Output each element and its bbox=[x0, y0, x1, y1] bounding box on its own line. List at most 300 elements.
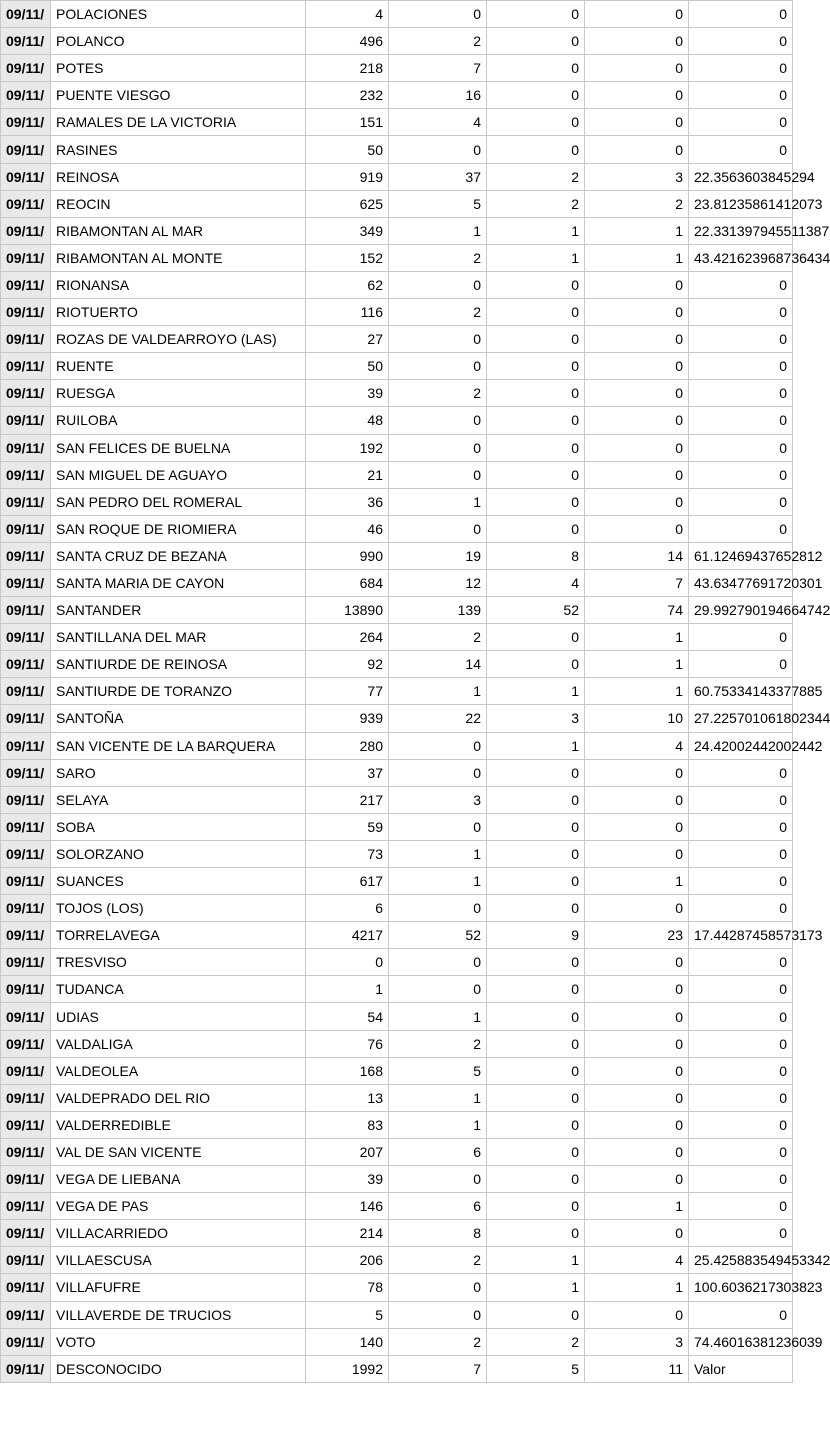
date-cell[interactable]: 09/11/ bbox=[1, 1084, 51, 1111]
municipality-cell[interactable]: PUENTE VIESGO bbox=[51, 82, 306, 109]
municipality-cell[interactable]: VILLAESCUSA bbox=[51, 1247, 306, 1274]
value-cell-1[interactable]: 140 bbox=[306, 1328, 389, 1355]
value-cell-1[interactable]: 218 bbox=[306, 55, 389, 82]
value-cell-1[interactable]: 59 bbox=[306, 813, 389, 840]
date-cell[interactable]: 09/11/ bbox=[1, 299, 51, 326]
value-cell-1[interactable]: 48 bbox=[306, 407, 389, 434]
value-cell-3[interactable]: 0 bbox=[487, 109, 585, 136]
value-cell-2[interactable]: 2 bbox=[389, 1247, 487, 1274]
value-cell-3[interactable]: 0 bbox=[487, 1, 585, 28]
value-cell-3[interactable]: 0 bbox=[487, 1138, 585, 1165]
municipality-cell[interactable]: VILLAFUFRE bbox=[51, 1274, 306, 1301]
date-cell[interactable]: 09/11/ bbox=[1, 1166, 51, 1193]
value-cell-1[interactable]: 168 bbox=[306, 1057, 389, 1084]
date-cell[interactable]: 09/11/ bbox=[1, 542, 51, 569]
value-cell-2[interactable]: 0 bbox=[389, 813, 487, 840]
rate-cell[interactable]: 0 bbox=[689, 1030, 793, 1057]
date-cell[interactable]: 09/11/ bbox=[1, 488, 51, 515]
value-cell-1[interactable]: 77 bbox=[306, 678, 389, 705]
value-cell-4[interactable]: 0 bbox=[585, 271, 689, 298]
municipality-cell[interactable]: POTES bbox=[51, 55, 306, 82]
municipality-cell[interactable]: SUANCES bbox=[51, 868, 306, 895]
rate-cell[interactable]: 23.81235861412073 bbox=[689, 190, 793, 217]
value-cell-4[interactable]: 0 bbox=[585, 840, 689, 867]
value-cell-4[interactable]: 0 bbox=[585, 1166, 689, 1193]
value-cell-2[interactable]: 1 bbox=[389, 678, 487, 705]
value-cell-4[interactable]: 0 bbox=[585, 1030, 689, 1057]
value-cell-3[interactable]: 1 bbox=[487, 678, 585, 705]
date-cell[interactable]: 09/11/ bbox=[1, 1111, 51, 1138]
rate-cell[interactable]: 25.425883549453342 bbox=[689, 1247, 793, 1274]
municipality-cell[interactable]: VEGA DE PAS bbox=[51, 1193, 306, 1220]
value-cell-4[interactable]: 0 bbox=[585, 82, 689, 109]
date-cell[interactable]: 09/11/ bbox=[1, 1301, 51, 1328]
date-cell[interactable]: 09/11/ bbox=[1, 407, 51, 434]
municipality-cell[interactable]: SELAYA bbox=[51, 786, 306, 813]
value-cell-4[interactable]: 4 bbox=[585, 732, 689, 759]
value-cell-3[interactable]: 9 bbox=[487, 922, 585, 949]
value-cell-4[interactable]: 0 bbox=[585, 1111, 689, 1138]
date-cell[interactable]: 09/11/ bbox=[1, 868, 51, 895]
value-cell-2[interactable]: 37 bbox=[389, 163, 487, 190]
value-cell-2[interactable]: 0 bbox=[389, 461, 487, 488]
rate-cell[interactable]: 0 bbox=[689, 271, 793, 298]
value-cell-1[interactable]: 13890 bbox=[306, 597, 389, 624]
value-cell-4[interactable]: 3 bbox=[585, 1328, 689, 1355]
value-cell-4[interactable]: 1 bbox=[585, 244, 689, 271]
value-cell-3[interactable]: 0 bbox=[487, 1193, 585, 1220]
rate-cell[interactable]: 0 bbox=[689, 326, 793, 353]
rate-cell[interactable]: 0 bbox=[689, 624, 793, 651]
value-cell-1[interactable]: 206 bbox=[306, 1247, 389, 1274]
date-cell[interactable]: 09/11/ bbox=[1, 190, 51, 217]
municipality-cell[interactable]: TRESVISO bbox=[51, 949, 306, 976]
value-cell-2[interactable]: 5 bbox=[389, 1057, 487, 1084]
rate-cell[interactable]: 0 bbox=[689, 786, 793, 813]
value-cell-4[interactable]: 1 bbox=[585, 1193, 689, 1220]
value-cell-1[interactable]: 21 bbox=[306, 461, 389, 488]
municipality-cell[interactable]: SAN VICENTE DE LA BARQUERA bbox=[51, 732, 306, 759]
value-cell-1[interactable]: 78 bbox=[306, 1274, 389, 1301]
value-cell-2[interactable]: 52 bbox=[389, 922, 487, 949]
value-cell-2[interactable]: 0 bbox=[389, 434, 487, 461]
municipality-cell[interactable]: RUESGA bbox=[51, 380, 306, 407]
municipality-cell[interactable]: VALDEOLEA bbox=[51, 1057, 306, 1084]
rate-cell[interactable]: 0 bbox=[689, 759, 793, 786]
rate-cell[interactable]: 0 bbox=[689, 136, 793, 163]
value-cell-2[interactable]: 0 bbox=[389, 895, 487, 922]
value-cell-2[interactable]: 4 bbox=[389, 109, 487, 136]
rate-cell[interactable]: 29.992790194664742 bbox=[689, 597, 793, 624]
rate-cell[interactable]: 61.12469437652812 bbox=[689, 542, 793, 569]
date-cell[interactable]: 09/11/ bbox=[1, 217, 51, 244]
rate-cell[interactable]: 0 bbox=[689, 1003, 793, 1030]
date-cell[interactable]: 09/11/ bbox=[1, 271, 51, 298]
value-cell-1[interactable]: 5 bbox=[306, 1301, 389, 1328]
rate-cell[interactable]: 0 bbox=[689, 1, 793, 28]
value-cell-1[interactable]: 92 bbox=[306, 651, 389, 678]
value-cell-2[interactable]: 1 bbox=[389, 217, 487, 244]
value-cell-3[interactable]: 5 bbox=[487, 1355, 585, 1382]
value-cell-4[interactable]: 0 bbox=[585, 759, 689, 786]
value-cell-4[interactable]: 0 bbox=[585, 813, 689, 840]
value-cell-2[interactable]: 0 bbox=[389, 136, 487, 163]
value-cell-1[interactable]: 617 bbox=[306, 868, 389, 895]
value-cell-3[interactable]: 0 bbox=[487, 813, 585, 840]
value-cell-2[interactable]: 14 bbox=[389, 651, 487, 678]
value-cell-2[interactable]: 2 bbox=[389, 1328, 487, 1355]
value-cell-1[interactable]: 37 bbox=[306, 759, 389, 786]
value-cell-3[interactable]: 1 bbox=[487, 244, 585, 271]
date-cell[interactable]: 09/11/ bbox=[1, 1138, 51, 1165]
date-cell[interactable]: 09/11/ bbox=[1, 434, 51, 461]
value-cell-1[interactable]: 46 bbox=[306, 515, 389, 542]
municipality-cell[interactable]: REINOSA bbox=[51, 163, 306, 190]
date-cell[interactable]: 09/11/ bbox=[1, 732, 51, 759]
value-cell-4[interactable]: 0 bbox=[585, 515, 689, 542]
value-cell-4[interactable]: 1 bbox=[585, 868, 689, 895]
value-cell-2[interactable]: 2 bbox=[389, 244, 487, 271]
value-cell-4[interactable]: 0 bbox=[585, 299, 689, 326]
municipality-cell[interactable]: SAN FELICES DE BUELNA bbox=[51, 434, 306, 461]
municipality-cell[interactable]: RUILOBA bbox=[51, 407, 306, 434]
value-cell-4[interactable]: 1 bbox=[585, 651, 689, 678]
rate-cell[interactable]: 0 bbox=[689, 651, 793, 678]
value-cell-3[interactable]: 0 bbox=[487, 1111, 585, 1138]
value-cell-2[interactable]: 139 bbox=[389, 597, 487, 624]
date-cell[interactable]: 09/11/ bbox=[1, 1355, 51, 1382]
value-cell-1[interactable]: 62 bbox=[306, 271, 389, 298]
value-cell-2[interactable]: 0 bbox=[389, 732, 487, 759]
date-cell[interactable]: 09/11/ bbox=[1, 840, 51, 867]
value-cell-2[interactable]: 16 bbox=[389, 82, 487, 109]
date-cell[interactable]: 09/11/ bbox=[1, 55, 51, 82]
value-cell-1[interactable]: 684 bbox=[306, 569, 389, 596]
municipality-cell[interactable]: TOJOS (LOS) bbox=[51, 895, 306, 922]
value-cell-3[interactable]: 0 bbox=[487, 380, 585, 407]
rate-cell[interactable]: 0 bbox=[689, 407, 793, 434]
value-cell-4[interactable]: 0 bbox=[585, 136, 689, 163]
rate-cell[interactable]: 0 bbox=[689, 434, 793, 461]
date-cell[interactable]: 09/11/ bbox=[1, 569, 51, 596]
municipality-cell[interactable]: UDIAS bbox=[51, 1003, 306, 1030]
value-cell-1[interactable]: 4217 bbox=[306, 922, 389, 949]
value-cell-3[interactable]: 0 bbox=[487, 1084, 585, 1111]
value-cell-4[interactable]: 0 bbox=[585, 895, 689, 922]
municipality-cell[interactable]: POLANCO bbox=[51, 28, 306, 55]
rate-cell[interactable]: 0 bbox=[689, 28, 793, 55]
municipality-cell[interactable]: RAMALES DE LA VICTORIA bbox=[51, 109, 306, 136]
value-cell-1[interactable]: 0 bbox=[306, 949, 389, 976]
value-cell-2[interactable]: 1 bbox=[389, 1084, 487, 1111]
value-cell-1[interactable]: 76 bbox=[306, 1030, 389, 1057]
value-cell-3[interactable]: 0 bbox=[487, 1220, 585, 1247]
date-cell[interactable]: 09/11/ bbox=[1, 786, 51, 813]
date-cell[interactable]: 09/11/ bbox=[1, 28, 51, 55]
value-cell-1[interactable]: 192 bbox=[306, 434, 389, 461]
value-cell-3[interactable]: 4 bbox=[487, 569, 585, 596]
value-cell-4[interactable]: 1 bbox=[585, 217, 689, 244]
value-cell-2[interactable]: 0 bbox=[389, 1, 487, 28]
date-cell[interactable]: 09/11/ bbox=[1, 136, 51, 163]
value-cell-2[interactable]: 1 bbox=[389, 840, 487, 867]
value-cell-4[interactable]: 0 bbox=[585, 380, 689, 407]
value-cell-1[interactable]: 349 bbox=[306, 217, 389, 244]
rate-cell[interactable]: 24.42002442002442 bbox=[689, 732, 793, 759]
rate-cell[interactable]: 0 bbox=[689, 82, 793, 109]
rate-cell[interactable]: 0 bbox=[689, 1138, 793, 1165]
value-cell-3[interactable]: 0 bbox=[487, 82, 585, 109]
rate-cell[interactable]: Valor bbox=[689, 1355, 793, 1382]
value-cell-3[interactable]: 3 bbox=[487, 705, 585, 732]
date-cell[interactable]: 09/11/ bbox=[1, 949, 51, 976]
value-cell-1[interactable]: 54 bbox=[306, 1003, 389, 1030]
rate-cell[interactable]: 0 bbox=[689, 461, 793, 488]
value-cell-3[interactable]: 0 bbox=[487, 353, 585, 380]
value-cell-3[interactable]: 1 bbox=[487, 1274, 585, 1301]
value-cell-1[interactable]: 232 bbox=[306, 82, 389, 109]
value-cell-4[interactable]: 0 bbox=[585, 488, 689, 515]
value-cell-4[interactable]: 0 bbox=[585, 353, 689, 380]
value-cell-4[interactable]: 0 bbox=[585, 1138, 689, 1165]
value-cell-2[interactable]: 0 bbox=[389, 271, 487, 298]
municipality-cell[interactable]: SANTOÑA bbox=[51, 705, 306, 732]
date-cell[interactable]: 09/11/ bbox=[1, 515, 51, 542]
date-cell[interactable]: 09/11/ bbox=[1, 1003, 51, 1030]
value-cell-3[interactable]: 0 bbox=[487, 840, 585, 867]
date-cell[interactable]: 09/11/ bbox=[1, 353, 51, 380]
municipality-cell[interactable]: VALDEPRADO DEL RIO bbox=[51, 1084, 306, 1111]
value-cell-4[interactable]: 0 bbox=[585, 326, 689, 353]
municipality-cell[interactable]: SAN MIGUEL DE AGUAYO bbox=[51, 461, 306, 488]
value-cell-2[interactable]: 1 bbox=[389, 1111, 487, 1138]
value-cell-4[interactable]: 7 bbox=[585, 569, 689, 596]
value-cell-3[interactable]: 0 bbox=[487, 651, 585, 678]
value-cell-2[interactable]: 6 bbox=[389, 1193, 487, 1220]
rate-cell[interactable]: 0 bbox=[689, 1166, 793, 1193]
value-cell-3[interactable]: 0 bbox=[487, 299, 585, 326]
municipality-cell[interactable]: REOCIN bbox=[51, 190, 306, 217]
value-cell-2[interactable]: 2 bbox=[389, 28, 487, 55]
value-cell-4[interactable]: 14 bbox=[585, 542, 689, 569]
value-cell-2[interactable]: 7 bbox=[389, 55, 487, 82]
date-cell[interactable]: 09/11/ bbox=[1, 82, 51, 109]
value-cell-1[interactable]: 27 bbox=[306, 326, 389, 353]
value-cell-3[interactable]: 0 bbox=[487, 515, 585, 542]
value-cell-3[interactable]: 0 bbox=[487, 488, 585, 515]
rate-cell[interactable]: 0 bbox=[689, 1220, 793, 1247]
value-cell-1[interactable]: 116 bbox=[306, 299, 389, 326]
value-cell-4[interactable]: 0 bbox=[585, 407, 689, 434]
municipality-cell[interactable]: SANTA MARIA DE CAYON bbox=[51, 569, 306, 596]
value-cell-4[interactable]: 0 bbox=[585, 1, 689, 28]
municipality-cell[interactable]: SOLORZANO bbox=[51, 840, 306, 867]
date-cell[interactable]: 09/11/ bbox=[1, 326, 51, 353]
municipality-cell[interactable]: VEGA DE LIEBANA bbox=[51, 1166, 306, 1193]
value-cell-3[interactable]: 0 bbox=[487, 326, 585, 353]
municipality-cell[interactable]: VILLAVERDE DE TRUCIOS bbox=[51, 1301, 306, 1328]
value-cell-2[interactable]: 0 bbox=[389, 515, 487, 542]
value-cell-4[interactable]: 0 bbox=[585, 109, 689, 136]
rate-cell[interactable]: 0 bbox=[689, 813, 793, 840]
date-cell[interactable]: 09/11/ bbox=[1, 922, 51, 949]
rate-cell[interactable]: 0 bbox=[689, 1193, 793, 1220]
value-cell-4[interactable]: 74 bbox=[585, 597, 689, 624]
value-cell-3[interactable]: 0 bbox=[487, 407, 585, 434]
value-cell-2[interactable]: 0 bbox=[389, 353, 487, 380]
value-cell-3[interactable]: 0 bbox=[487, 1030, 585, 1057]
date-cell[interactable]: 09/11/ bbox=[1, 759, 51, 786]
date-cell[interactable]: 09/11/ bbox=[1, 705, 51, 732]
date-cell[interactable]: 09/11/ bbox=[1, 244, 51, 271]
value-cell-3[interactable]: 0 bbox=[487, 949, 585, 976]
municipality-cell[interactable]: RIOTUERTO bbox=[51, 299, 306, 326]
municipality-cell[interactable]: RIBAMONTAN AL MONTE bbox=[51, 244, 306, 271]
date-cell[interactable]: 09/11/ bbox=[1, 597, 51, 624]
date-cell[interactable]: 09/11/ bbox=[1, 813, 51, 840]
date-cell[interactable]: 09/11/ bbox=[1, 109, 51, 136]
rate-cell[interactable]: 100.6036217303823 bbox=[689, 1274, 793, 1301]
value-cell-2[interactable]: 0 bbox=[389, 976, 487, 1003]
value-cell-2[interactable]: 2 bbox=[389, 299, 487, 326]
municipality-cell[interactable]: SANTILLANA DEL MAR bbox=[51, 624, 306, 651]
value-cell-4[interactable]: 1 bbox=[585, 624, 689, 651]
value-cell-4[interactable]: 11 bbox=[585, 1355, 689, 1382]
value-cell-3[interactable]: 0 bbox=[487, 976, 585, 1003]
rate-cell[interactable]: 0 bbox=[689, 895, 793, 922]
municipality-cell[interactable]: VOTO bbox=[51, 1328, 306, 1355]
value-cell-1[interactable]: 496 bbox=[306, 28, 389, 55]
date-cell[interactable]: 09/11/ bbox=[1, 1, 51, 28]
value-cell-3[interactable]: 0 bbox=[487, 786, 585, 813]
value-cell-2[interactable]: 0 bbox=[389, 949, 487, 976]
value-cell-4[interactable]: 3 bbox=[585, 163, 689, 190]
municipality-cell[interactable]: RIBAMONTAN AL MAR bbox=[51, 217, 306, 244]
value-cell-2[interactable]: 0 bbox=[389, 1301, 487, 1328]
value-cell-1[interactable]: 50 bbox=[306, 353, 389, 380]
date-cell[interactable]: 09/11/ bbox=[1, 1220, 51, 1247]
rate-cell[interactable]: 27.225701061802344 bbox=[689, 705, 793, 732]
date-cell[interactable]: 09/11/ bbox=[1, 1030, 51, 1057]
municipality-cell[interactable]: VALDALIGA bbox=[51, 1030, 306, 1057]
value-cell-1[interactable]: 151 bbox=[306, 109, 389, 136]
rate-cell[interactable]: 0 bbox=[689, 55, 793, 82]
date-cell[interactable]: 09/11/ bbox=[1, 976, 51, 1003]
value-cell-3[interactable]: 0 bbox=[487, 136, 585, 163]
municipality-cell[interactable]: SOBA bbox=[51, 813, 306, 840]
value-cell-2[interactable]: 0 bbox=[389, 407, 487, 434]
value-cell-4[interactable]: 0 bbox=[585, 1301, 689, 1328]
rate-cell[interactable]: 0 bbox=[689, 976, 793, 1003]
rate-cell[interactable]: 0 bbox=[689, 488, 793, 515]
rate-cell[interactable]: 17.44287458573173 bbox=[689, 922, 793, 949]
value-cell-4[interactable]: 0 bbox=[585, 949, 689, 976]
value-cell-4[interactable]: 0 bbox=[585, 1003, 689, 1030]
value-cell-4[interactable]: 10 bbox=[585, 705, 689, 732]
date-cell[interactable]: 09/11/ bbox=[1, 1328, 51, 1355]
value-cell-3[interactable]: 0 bbox=[487, 895, 585, 922]
rate-cell[interactable]: 0 bbox=[689, 515, 793, 542]
rate-cell[interactable]: 0 bbox=[689, 380, 793, 407]
municipality-cell[interactable]: RIONANSA bbox=[51, 271, 306, 298]
value-cell-2[interactable]: 0 bbox=[389, 1166, 487, 1193]
value-cell-4[interactable]: 23 bbox=[585, 922, 689, 949]
municipality-cell[interactable]: TUDANCA bbox=[51, 976, 306, 1003]
value-cell-3[interactable]: 0 bbox=[487, 1003, 585, 1030]
value-cell-3[interactable]: 0 bbox=[487, 1301, 585, 1328]
value-cell-1[interactable]: 13 bbox=[306, 1084, 389, 1111]
value-cell-4[interactable]: 1 bbox=[585, 678, 689, 705]
value-cell-4[interactable]: 4 bbox=[585, 1247, 689, 1274]
municipality-cell[interactable]: SANTIURDE DE REINOSA bbox=[51, 651, 306, 678]
value-cell-2[interactable]: 0 bbox=[389, 759, 487, 786]
value-cell-2[interactable]: 7 bbox=[389, 1355, 487, 1382]
value-cell-2[interactable]: 8 bbox=[389, 1220, 487, 1247]
value-cell-1[interactable]: 50 bbox=[306, 136, 389, 163]
value-cell-4[interactable]: 0 bbox=[585, 1220, 689, 1247]
municipality-cell[interactable]: RASINES bbox=[51, 136, 306, 163]
municipality-cell[interactable]: POLACIONES bbox=[51, 1, 306, 28]
value-cell-2[interactable]: 6 bbox=[389, 1138, 487, 1165]
value-cell-1[interactable]: 73 bbox=[306, 840, 389, 867]
value-cell-1[interactable]: 1992 bbox=[306, 1355, 389, 1382]
value-cell-1[interactable]: 280 bbox=[306, 732, 389, 759]
date-cell[interactable]: 09/11/ bbox=[1, 624, 51, 651]
value-cell-1[interactable]: 1 bbox=[306, 976, 389, 1003]
date-cell[interactable]: 09/11/ bbox=[1, 1274, 51, 1301]
date-cell[interactable]: 09/11/ bbox=[1, 651, 51, 678]
value-cell-3[interactable]: 2 bbox=[487, 190, 585, 217]
value-cell-2[interactable]: 1 bbox=[389, 488, 487, 515]
value-cell-2[interactable]: 1 bbox=[389, 868, 487, 895]
value-cell-3[interactable]: 2 bbox=[487, 1328, 585, 1355]
rate-cell[interactable]: 0 bbox=[689, 949, 793, 976]
value-cell-3[interactable]: 0 bbox=[487, 759, 585, 786]
date-cell[interactable]: 09/11/ bbox=[1, 1193, 51, 1220]
rate-cell[interactable]: 22.3563603845294 bbox=[689, 163, 793, 190]
value-cell-3[interactable]: 1 bbox=[487, 732, 585, 759]
value-cell-3[interactable]: 1 bbox=[487, 217, 585, 244]
date-cell[interactable]: 09/11/ bbox=[1, 895, 51, 922]
municipality-cell[interactable]: DESCONOCIDO bbox=[51, 1355, 306, 1382]
municipality-cell[interactable]: SARO bbox=[51, 759, 306, 786]
value-cell-1[interactable]: 990 bbox=[306, 542, 389, 569]
value-cell-1[interactable]: 39 bbox=[306, 1166, 389, 1193]
value-cell-3[interactable]: 0 bbox=[487, 868, 585, 895]
value-cell-1[interactable]: 207 bbox=[306, 1138, 389, 1165]
municipality-cell[interactable]: RUENTE bbox=[51, 353, 306, 380]
value-cell-2[interactable]: 2 bbox=[389, 380, 487, 407]
municipality-cell[interactable]: VAL DE SAN VICENTE bbox=[51, 1138, 306, 1165]
rate-cell[interactable]: 0 bbox=[689, 1111, 793, 1138]
value-cell-4[interactable]: 0 bbox=[585, 786, 689, 813]
value-cell-3[interactable]: 1 bbox=[487, 1247, 585, 1274]
value-cell-4[interactable]: 0 bbox=[585, 1084, 689, 1111]
value-cell-4[interactable]: 1 bbox=[585, 1274, 689, 1301]
value-cell-4[interactable]: 0 bbox=[585, 461, 689, 488]
municipality-cell[interactable]: SAN PEDRO DEL ROMERAL bbox=[51, 488, 306, 515]
rate-cell[interactable]: 74.46016381236039 bbox=[689, 1328, 793, 1355]
municipality-cell[interactable]: SAN ROQUE DE RIOMIERA bbox=[51, 515, 306, 542]
value-cell-1[interactable]: 217 bbox=[306, 786, 389, 813]
value-cell-4[interactable]: 0 bbox=[585, 976, 689, 1003]
value-cell-2[interactable]: 12 bbox=[389, 569, 487, 596]
municipality-cell[interactable]: VILLACARRIEDO bbox=[51, 1220, 306, 1247]
date-cell[interactable]: 09/11/ bbox=[1, 1247, 51, 1274]
rate-cell[interactable]: 0 bbox=[689, 840, 793, 867]
municipality-cell[interactable]: SANTA CRUZ DE BEZANA bbox=[51, 542, 306, 569]
municipality-cell[interactable]: SANTANDER bbox=[51, 597, 306, 624]
